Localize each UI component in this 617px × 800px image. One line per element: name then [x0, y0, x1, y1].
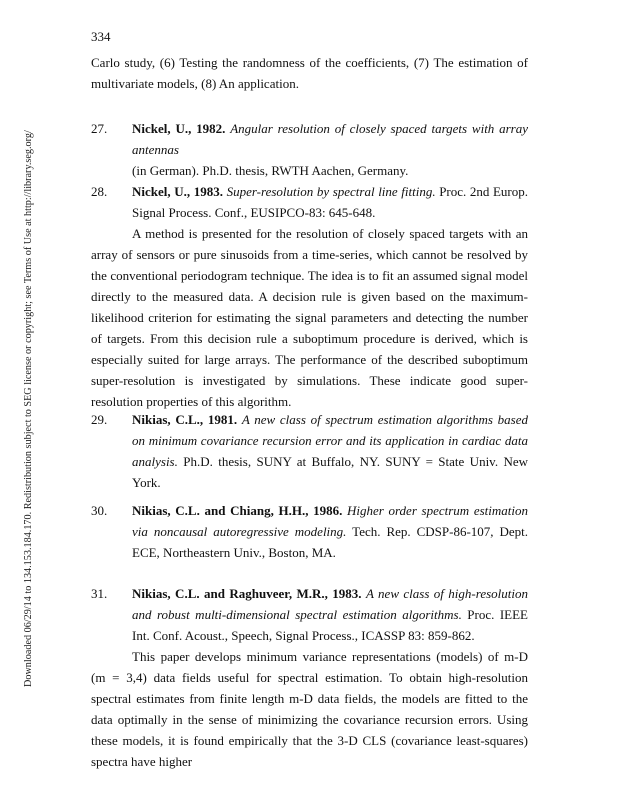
reference-27: [91, 118, 528, 181]
reference-30: [91, 500, 528, 563]
reference-31: [91, 583, 528, 646]
reference-details: (in German). Ph.D. thesis, RWTH Aachen, Germany.: [132, 163, 409, 178]
download-notice-sidebar: [0, 0, 40, 800]
reference-details: Proc. IEEE Int. Conf. Acoust., Speech, Signal Process., ICASSP 83: 859-862.: [132, 607, 528, 643]
reference-title: Higher order spectrum estimation via noncausal autoregressive modeling.: [132, 503, 529, 539]
reference-title: Angular resolution of closely spaced targets with array antennas: [132, 121, 529, 157]
download-notice: Downloaded 06/29/14 to 134.153.184.170. Redistribution subject to SEG license or copyright; see Terms of Use at http://library.seg.org/: [23, 130, 34, 687]
reference-number: 29.: [91, 412, 108, 427]
reference-authors: Nikias, C.L., 1981.: [132, 412, 238, 427]
intro-block: [91, 52, 528, 94]
reference-number: 27.: [91, 121, 108, 136]
reference-number: 28.: [91, 184, 108, 199]
reference-28-abstract-block: [91, 223, 528, 412]
reference-title: A new class of high-resolution and robust multi-dimensional spectral estimation algorithms.: [132, 586, 528, 622]
reference-number: 30.: [91, 503, 108, 518]
reference-29: [91, 409, 528, 493]
reference-title: A new class of spectrum estimation algorithms based on minimum covariance recursion error and its application in cardiac data analysis.: [132, 412, 528, 469]
reference-details: Proc. 2nd Europ. Signal Process. Conf., EUSIPCO-83: 645-648.: [132, 184, 529, 220]
reference-abstract: This paper develops minimum variance representations (models) of m-D (m = 3,4) data fields useful for spectral estimation. To obtain high-resolution spectral estimates from finite length m-D data fields, the models are fitted to the data optimally in the sense of minimizing the covariance recursion errors. Using these models, it is found empirically that the 3-D CLS (covariance least-squares) spectra have higher: [91, 649, 528, 769]
reference-abstract: A method is presented for the resolution of closely spaced targets with an array of sensors or pure sinusoids from a time-series, which cannot be resolved by the conventional periodogram technique. The idea is to fit an assumed signal model directly to the measured data. A decision rule is given based on the maximum-likelihood criterion for estimating the signal parameters and detecting the number of targets. From this decision rule a suboptimum procedure is derived, which is especially suited for large arrays. The performance of the described suboptimum super-resolution is investigated by simulations. These indicate good super-resolution properties of this algorithm.: [91, 226, 528, 409]
reference-authors: Nickel, U., 1982.: [132, 121, 226, 136]
reference-authors: Nickel, U., 1983.: [132, 184, 223, 199]
reference-details: Ph.D. thesis, SUNY at Buffalo, NY. SUNY = State Univ. New York.: [132, 454, 528, 490]
reference-authors: Nikias, C.L. and Raghuveer, M.R., 1983.: [132, 586, 362, 601]
page-number: 334: [91, 29, 111, 44]
reference-authors: Nikias, C.L. and Chiang, H.H., 1986.: [132, 503, 343, 518]
reference-28: [91, 181, 528, 223]
reference-title: Super-resolution by spectral line fitting.: [226, 184, 436, 199]
reference-details: Tech. Rep. CDSP-86-107, Dept. ECE, Northeastern Univ., Boston, MA.: [132, 524, 529, 560]
reference-31-abstract-block: [91, 646, 528, 772]
intro-continuation: Carlo study, (6) Testing the randomness of the coefficients, (7) The estimation of multivariate models, (8) An application.: [91, 55, 528, 91]
reference-number: 31.: [91, 586, 108, 601]
